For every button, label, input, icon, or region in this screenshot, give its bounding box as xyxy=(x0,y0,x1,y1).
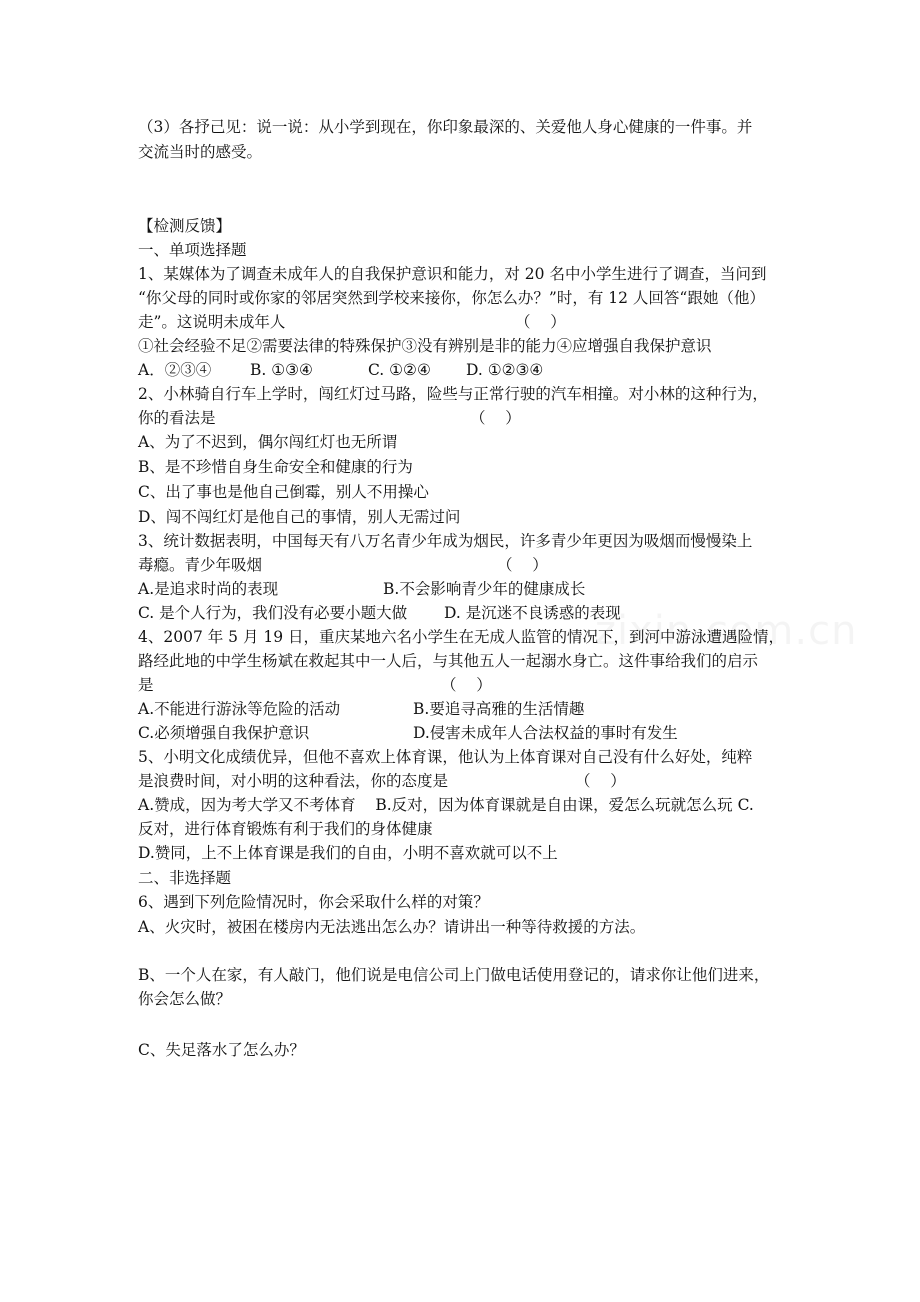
intro-line-2: 交流当时的感受。 xyxy=(138,143,263,161)
q1-line-2: “你父母的同时或你家的邻居突然到学校来接你，你怎么办？”时，有 12 人回答“跟她（他） xyxy=(138,289,765,307)
q6-item-b-line-1: B、一个人在家，有人敲门，他们说是电信公司上门做电话使用登记的，请求你让他们进来， xyxy=(138,966,770,984)
q3-option-c: C. 是个人行为，我们没有必要小题大做 xyxy=(138,604,408,622)
q4-option-c: C.必须增强自我保护意识 xyxy=(138,724,310,742)
q4-line-2: 路经此地的中学生杨斌在救起其中一人后，与其他五人一起溺水身亡。这件事给我们的启示 xyxy=(138,652,759,670)
q1-line-3: 走”。这说明未成年人 xyxy=(138,313,286,331)
q6-item-c: C、失足落水了怎么办？ xyxy=(138,1041,305,1059)
q2-option-a: A、为了不迟到，偶尔闯红灯也无所谓 xyxy=(138,433,398,451)
q5-option-d: D.赞同，上不上体育课是我们的自由，小明不喜欢就可以不上 xyxy=(138,844,558,862)
q3-option-a: A.是追求时尚的表现 xyxy=(138,580,279,598)
q1-statements: ①社会经验不足②需要法律的特殊保护③没有辨别是非的能力④应增强自我保护意识 xyxy=(138,337,712,355)
q4-answer-bracket: （ ） xyxy=(441,676,492,694)
q6-item-b-line-2: 你会怎么做？ xyxy=(138,990,232,1008)
q2-option-c: C、出了事也是他自己倒霉，别人不用操心 xyxy=(138,483,429,501)
q5-options-line-1: A.赞成，因为考大学又不考体育 B.反对，因为体育课就是自由课，爱怎么玩就怎么玩 C. xyxy=(138,796,754,814)
q5-answer-bracket: （ ） xyxy=(575,772,626,790)
q3-answer-bracket: （ ） xyxy=(497,556,548,574)
q2-line-1: 2、小林骑自行车上学时，闯红灯过马路，险些与正常行驶的汽车相撞。对小林的这种行为， xyxy=(138,385,768,403)
q5-line-1: 5、小明文化成绩优异，但他不喜欢上体育课，他认为上体育课对自己没有什么好处，纯粹 xyxy=(138,748,753,766)
q2-option-d: D、闯不闯红灯是他自己的事情，别人无需过问 xyxy=(138,508,461,526)
section-title: 【检测反馈】 xyxy=(138,217,232,235)
q1-option-d: D. ①②③④ xyxy=(466,361,544,379)
q3-option-d: D. 是沉迷不良诱惑的表现 xyxy=(444,604,621,622)
q1-option-c: C. ①②④ xyxy=(368,361,431,379)
q2-line-2: 你的看法是 xyxy=(138,409,216,427)
q4-option-d: D.侵害未成年人合法权益的事时有发生 xyxy=(413,724,678,742)
q5-options-line-2: 反对，进行体育锻炼有利于我们的身体健康 xyxy=(138,820,433,838)
q3-line-2: 毒瘾。青少年吸烟 xyxy=(138,556,263,574)
q1-option-a: A．②③④ xyxy=(138,361,212,379)
q4-option-a: A.不能进行游泳等危险的活动 xyxy=(138,700,341,718)
q6-item-a: A、火灾时，被困在楼房内无法逃出怎么办？请讲出一种等待救援的方法。 xyxy=(138,918,646,936)
q5-line-2: 是浪费时间，对小明的这种看法，你的态度是 xyxy=(138,772,449,790)
part2-title: 二、非选择题 xyxy=(138,869,232,887)
q1-line-1: 1、某媒体为了调查未成年人的自我保护意识和能力，对 20 名中小学生进行了调查，当问到 xyxy=(138,265,767,283)
q4-option-b: B.要追寻高雅的生活情趣 xyxy=(413,700,585,718)
q1-answer-bracket: （ ） xyxy=(515,313,566,331)
q6-stem: 6、遇到下列危险情况时，你会采取什么样的对策？ xyxy=(138,893,489,911)
q3-line-1: 3、统计数据表明，中国每天有八万名青少年成为烟民，许多青少年更因为吸烟而慢慢染上 xyxy=(138,532,753,550)
q4-line-1: 4、2007 年 5 月 19 日，重庆某地六名小学生在无成人监管的情况下，到河中游泳遭遇险情， xyxy=(138,628,785,646)
q2-option-b: B、是不珍惜自身生命安全和健康的行为 xyxy=(138,458,413,476)
q4-line-3: 是 xyxy=(138,676,154,694)
part1-title: 一、单项选择题 xyxy=(138,241,247,259)
intro-line-1: （3）各抒己见：说一说：从小学到现在，你印象最深的、关爱他人身心健康的一件事。并 xyxy=(138,118,753,136)
q2-answer-bracket: （ ） xyxy=(470,409,521,427)
q3-option-b: B.不会影响青少年的健康成长 xyxy=(383,580,586,598)
q1-option-b: B. ①③④ xyxy=(250,361,313,379)
